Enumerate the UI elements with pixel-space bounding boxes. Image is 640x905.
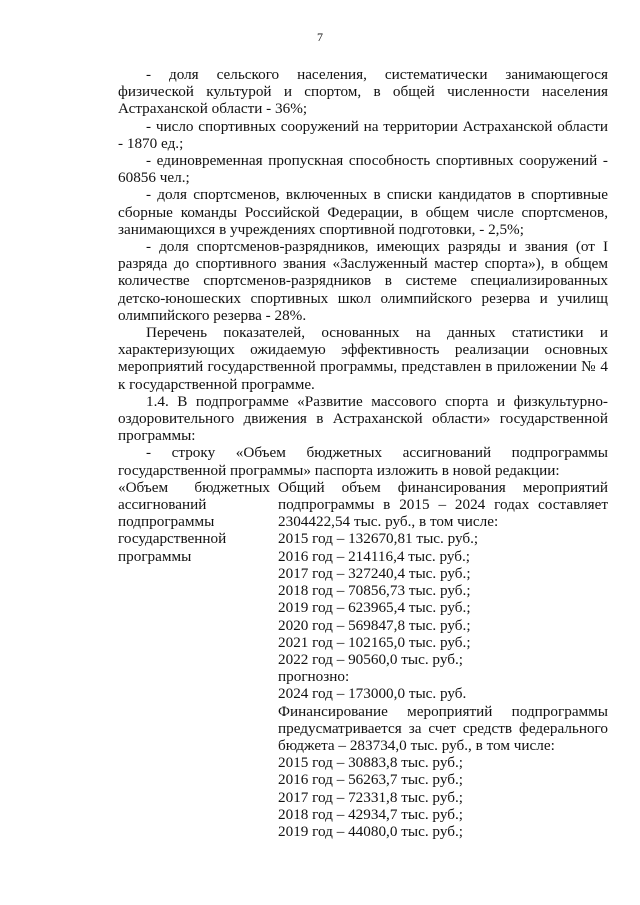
paragraph-ranked-athletes: - доля спортсменов-разрядников, имеющих разряды и звания (от I разряда до спортивного звания «Заслуженный мастер спорта»), в общем количестве спортсменов-разрядников в системе специализированных детско-юношеских спортивных школ олимпийского резерва и училищ олимпийского резерва - 28%. [118,238,608,324]
paragraph-sports-facilities: - число спортивных сооружений на территории Астраханской области - 1870 ед.; [118,117,608,152]
paragraph-capacity: - единовременная пропускная способность спортивных сооружений - 60856 чел.; [118,152,608,187]
paragraph-subprogram-heading: 1.4. В подпрограмме «Развитие массового спорта и физкультурно-оздоровительного движения в Астраханской области» государственной программы: [118,392,608,445]
year-federal-line: 2018 год – 42934,7 тыс. руб.; [278,805,463,823]
financing-total-intro: Общий объем финансирования мероприятий подпрограммы в 2015 – 2024 годах составляет 2304422,54 тыс. руб., в том числе: [278,478,608,531]
year-federal-line: 2015 год – 30883,8 тыс. руб.; [278,754,463,772]
year-total-line: 2018 год – 70856,73 тыс. руб.; [278,582,471,600]
federal-financing-intro: Финансирование мероприятий подпрограммы предусматривается за счет средств федерального бюджета – 283734,0 тыс. руб., в том числе: [278,702,608,754]
year-total-line: 2016 год – 214116,4 тыс. руб.; [278,547,470,565]
year-total-line: 2017 год – 327240,4 тыс. руб.; [278,564,471,582]
paragraph-indicators-list: Перечень показателей, основанных на данных статистики и характеризующих ожидаемую эффективность реализации основных мероприятий государственной программы, представлен в приложении № 4 к государственной программе. [118,324,608,393]
year-total-line: 2022 год – 90560,0 тыс. руб.; [278,650,463,668]
year-total-line: 2021 год – 102165,0 тыс. руб.; [278,633,471,651]
passport-table [118,479,608,840]
year-total-line: 2019 год – 623965,4 тыс. руб.; [278,599,471,617]
table-right-cell [278,479,608,840]
year-total-line: 2015 год – 132670,81 тыс. руб.; [278,530,479,548]
paragraph-national-team-share: - доля спортсменов, включенных в списки кандидатов в спортивные сборные команды Российской Федерации, в общем числе спортсменов, занимающихся в учреждениях спортивной подготовки, - 2,5%; [118,186,608,238]
year-federal-line: 2017 год – 72331,8 тыс. руб.; [278,788,463,806]
forecast-line: 2024 год – 173000,0 тыс. руб. [278,685,467,703]
year-federal-line: 2019 год – 44080,0 тыс. руб.; [278,822,463,840]
year-federal-line: 2016 год – 56263,7 тыс. руб.; [278,771,463,789]
forecast-label: прогнозно: [278,668,350,686]
year-total-line: 2020 год – 569847,8 тыс. руб.; [278,616,471,634]
paragraph-rural-population: - доля сельского населения, систематически занимающегося физической культурой и спортом, в общей численности населения Астраханской области - 36%; [118,66,608,118]
page-number: 7 [317,30,323,44]
table-left-cell: «Объем бюджетных ассигнований подпрограммы государственной программы [118,478,270,565]
paragraph-amend-row: - строку «Объем бюджетных ассигнований подпрограммы государственной программы» паспорта изложить в новой редакции: [118,444,608,479]
document-body [118,66,608,840]
